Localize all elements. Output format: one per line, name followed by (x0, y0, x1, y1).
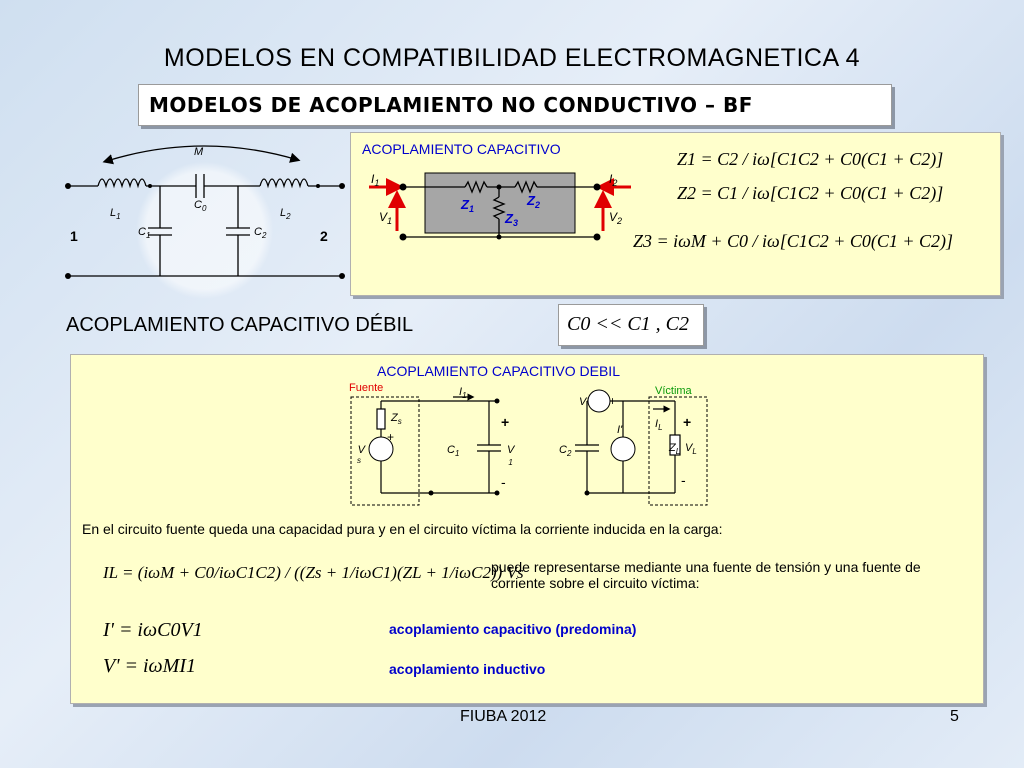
label-l1: $L_1$ (110, 207, 121, 221)
svg-text:+: + (683, 414, 692, 430)
subtitle: MODELOS DE ACOPLAMIENTO NO CONDUCTIVO – BF (149, 93, 753, 117)
svg-text:+: + (501, 414, 510, 430)
label-c1: $C_1$ (138, 226, 151, 240)
page-number: 5 (950, 708, 959, 725)
equation-z2: Z2 = C1 / iω[C1C2 + C0(C1 + C2)] (677, 183, 944, 203)
svg-text:V': V' (579, 396, 589, 408)
t-network-diagram (365, 165, 635, 250)
inductive-coupling-note: acoplamiento inductivo (389, 661, 546, 677)
weak-panel-title: ACOPLAMIENTO CAPACITIVO DEBIL (377, 363, 620, 379)
svg-text:Z1: $Z_1$ (461, 197, 474, 214)
port-1-label: 1 (70, 228, 78, 244)
equation-i-prime: I' = iωC0V1 (103, 619, 203, 641)
description-text: En el circuito fuente queda una capacidad pura y en el circuito víctima la corriente inducida en la carga: (82, 521, 723, 537)
svg-text:ZL: $Z_L$ (669, 442, 681, 456)
svg-text:V2: $V_2$ (609, 210, 623, 226)
condition-box (558, 304, 704, 346)
svg-text:V1: V 1 (507, 444, 515, 467)
label-l2: $L_2$ (280, 207, 291, 221)
svg-text:+: + (609, 394, 617, 408)
svg-text:Z3: $Z_3$ (505, 211, 518, 228)
subtitle-box (138, 84, 892, 126)
svg-text:I2: $I_2$ (609, 172, 618, 188)
page-title: MODELOS EN COMPATIBILIDAD ELECTROMAGNETICA 4 (163, 44, 861, 72)
capacitive-coupling-panel (350, 132, 1001, 296)
svg-text:Vs: V s (357, 444, 365, 465)
weak-coupling-panel (70, 354, 984, 704)
equation-v-prime: V' = iωMI1 (103, 655, 196, 677)
condition-equation: C0 << C1 , C2 (567, 313, 690, 335)
label-c2: $C_2$ (254, 226, 267, 240)
source-label: Fuente (349, 382, 384, 394)
capacitive-coupling-note: acoplamiento capacitivo (predomina) (389, 621, 637, 637)
svg-text:V1: $V_1$ (379, 210, 393, 226)
label-c0: $C_0$ (194, 199, 207, 213)
equation-z3: Z3 = iωM + C0 / iω[C1C2 + C0(C1 + C2)] (633, 231, 954, 251)
svg-text:Zs: $Z_s$ (391, 412, 402, 426)
svg-text:VL: $V_L$ (685, 442, 697, 456)
note-text: puede representarse mediante una fuente de tensión y una fuente de corriente sobre el circuito víctima: (491, 559, 921, 591)
victim-label: Víctima (655, 385, 692, 397)
svg-text:Z2: $Z_2$ (527, 193, 540, 210)
svg-text:C2: $C_2$ (559, 444, 572, 458)
coupled-circuit-diagram (62, 140, 352, 285)
svg-text:C1: $C_1$ (447, 444, 460, 458)
capacitive-panel-title: ACOPLAMIENTO CAPACITIVO (362, 141, 561, 157)
footer-center: FIUBA 2012 (460, 708, 547, 725)
svg-text:+: + (387, 430, 395, 444)
equation-z1: Z1 = C2 / iω[C1C2 + C0(C1 + C2)] (677, 149, 944, 169)
svg-text:I1: $I_1$ (459, 386, 467, 400)
svg-text:-: - (501, 474, 506, 490)
svg-text:IL: $I_L$ (655, 418, 663, 432)
svg-text:I': I' (617, 424, 623, 436)
weak-coupling-circuit (347, 381, 717, 511)
label-m: M (194, 146, 204, 158)
svg-text:I1: $I_1$ (371, 172, 380, 188)
equation-il: IL = (iωM + C0/iωC1C2) / ((Zs + 1/iωC1)(ZL + 1/iωC2)) Vs (103, 563, 524, 582)
svg-text:-: - (681, 472, 686, 488)
port-2-label: 2 (320, 228, 328, 244)
weak-coupling-label: ACOPLAMIENTO CAPACITIVO DÉBIL (66, 314, 414, 336)
